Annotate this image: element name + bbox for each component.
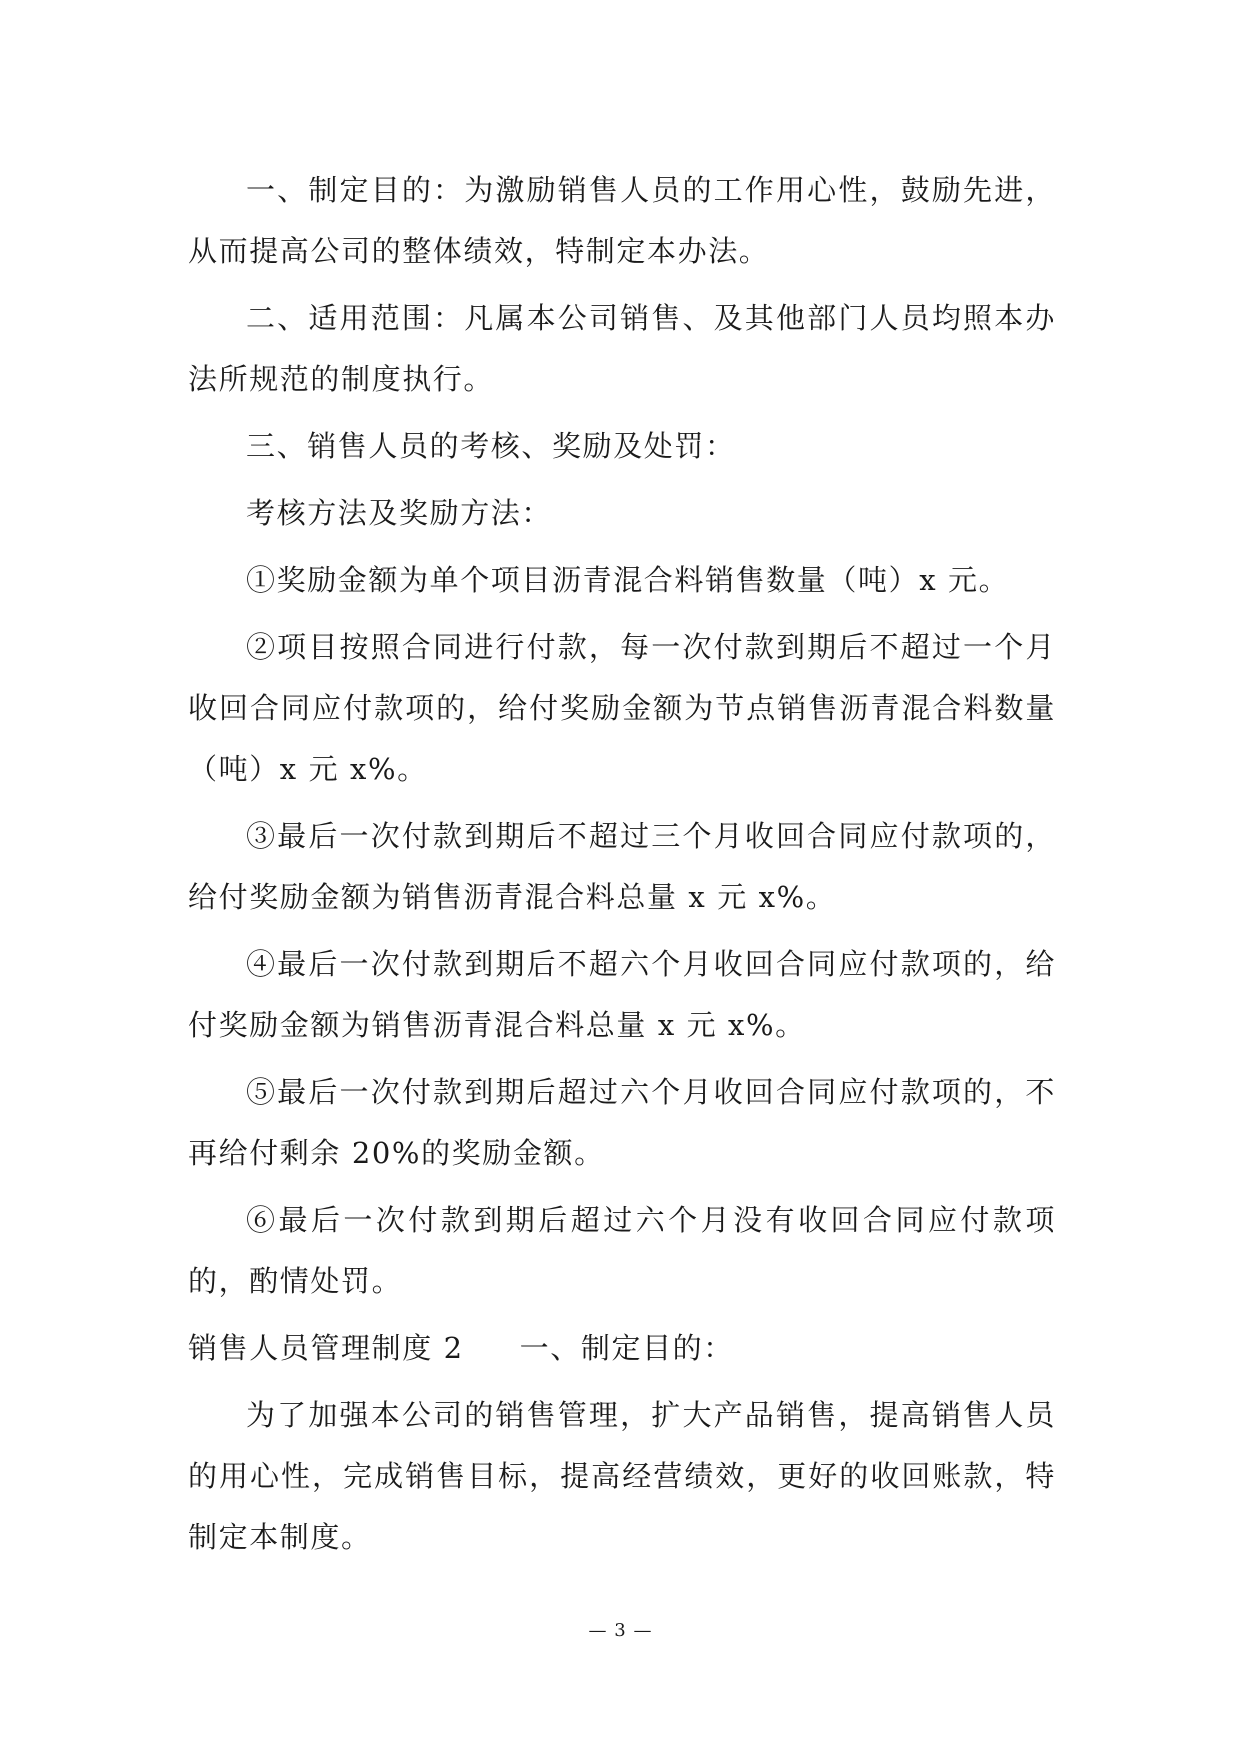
- section-2-paragraph: 为了加强本公司的销售管理，扩大产品销售，提高销售人员的用心性，完成销售目标，提高经营绩效，更好的收回账款，特制定本制度。: [188, 1398, 1056, 1554]
- section-2-heading: [188, 1318, 1056, 1379]
- paragraph-scope: 二、适用范围：凡属本公司销售、及其他部门人员均照本办法所规范的制度执行。: [188, 301, 1056, 396]
- list-item-2: ②项目按照合同进行付款，每一次付款到期后不超过一个月收回合同应付款项的，给付奖励金额为节点销售沥青混合料数量（吨）x 元 x%。: [188, 630, 1056, 786]
- document-body: [188, 160, 1056, 1574]
- paragraph-purpose: 一、制定目的：为激励销售人员的工作用心性，鼓励先进，从而提高公司的整体绩效，特制定本办法。: [188, 173, 1056, 268]
- list-item-6: ⑥最后一次付款到期后超过六个月没有收回合同应付款项的，酌情处罚。: [188, 1203, 1056, 1298]
- page-number: — 3 —: [588, 1620, 653, 1641]
- paragraph-assessment-heading: 三、销售人员的考核、奖励及处罚：: [246, 429, 736, 463]
- list-item-5: ⑤最后一次付款到期后超过六个月收回合同应付款项的，不再给付剩余 20%的奖励金额。: [188, 1075, 1056, 1170]
- list-item-1: ①奖励金额为单个项目沥青混合料销售数量（吨）x 元。: [246, 563, 1010, 597]
- list-item-3: ③最后一次付款到期后不超过三个月收回合同应付款项的，给付奖励金额为销售沥青混合料总量 x 元 x%。: [188, 819, 1056, 914]
- section-2-title: 销售人员管理制度 2: [188, 1331, 464, 1365]
- paragraph-method-heading: 考核方法及奖励方法：: [246, 496, 553, 530]
- section-2-subheading: 一、制定目的：: [519, 1331, 734, 1365]
- list-item-4: ④最后一次付款到期后不超六个月收回合同应付款项的，给付奖励金额为销售沥青混合料总量 x 元 x%。: [188, 947, 1056, 1042]
